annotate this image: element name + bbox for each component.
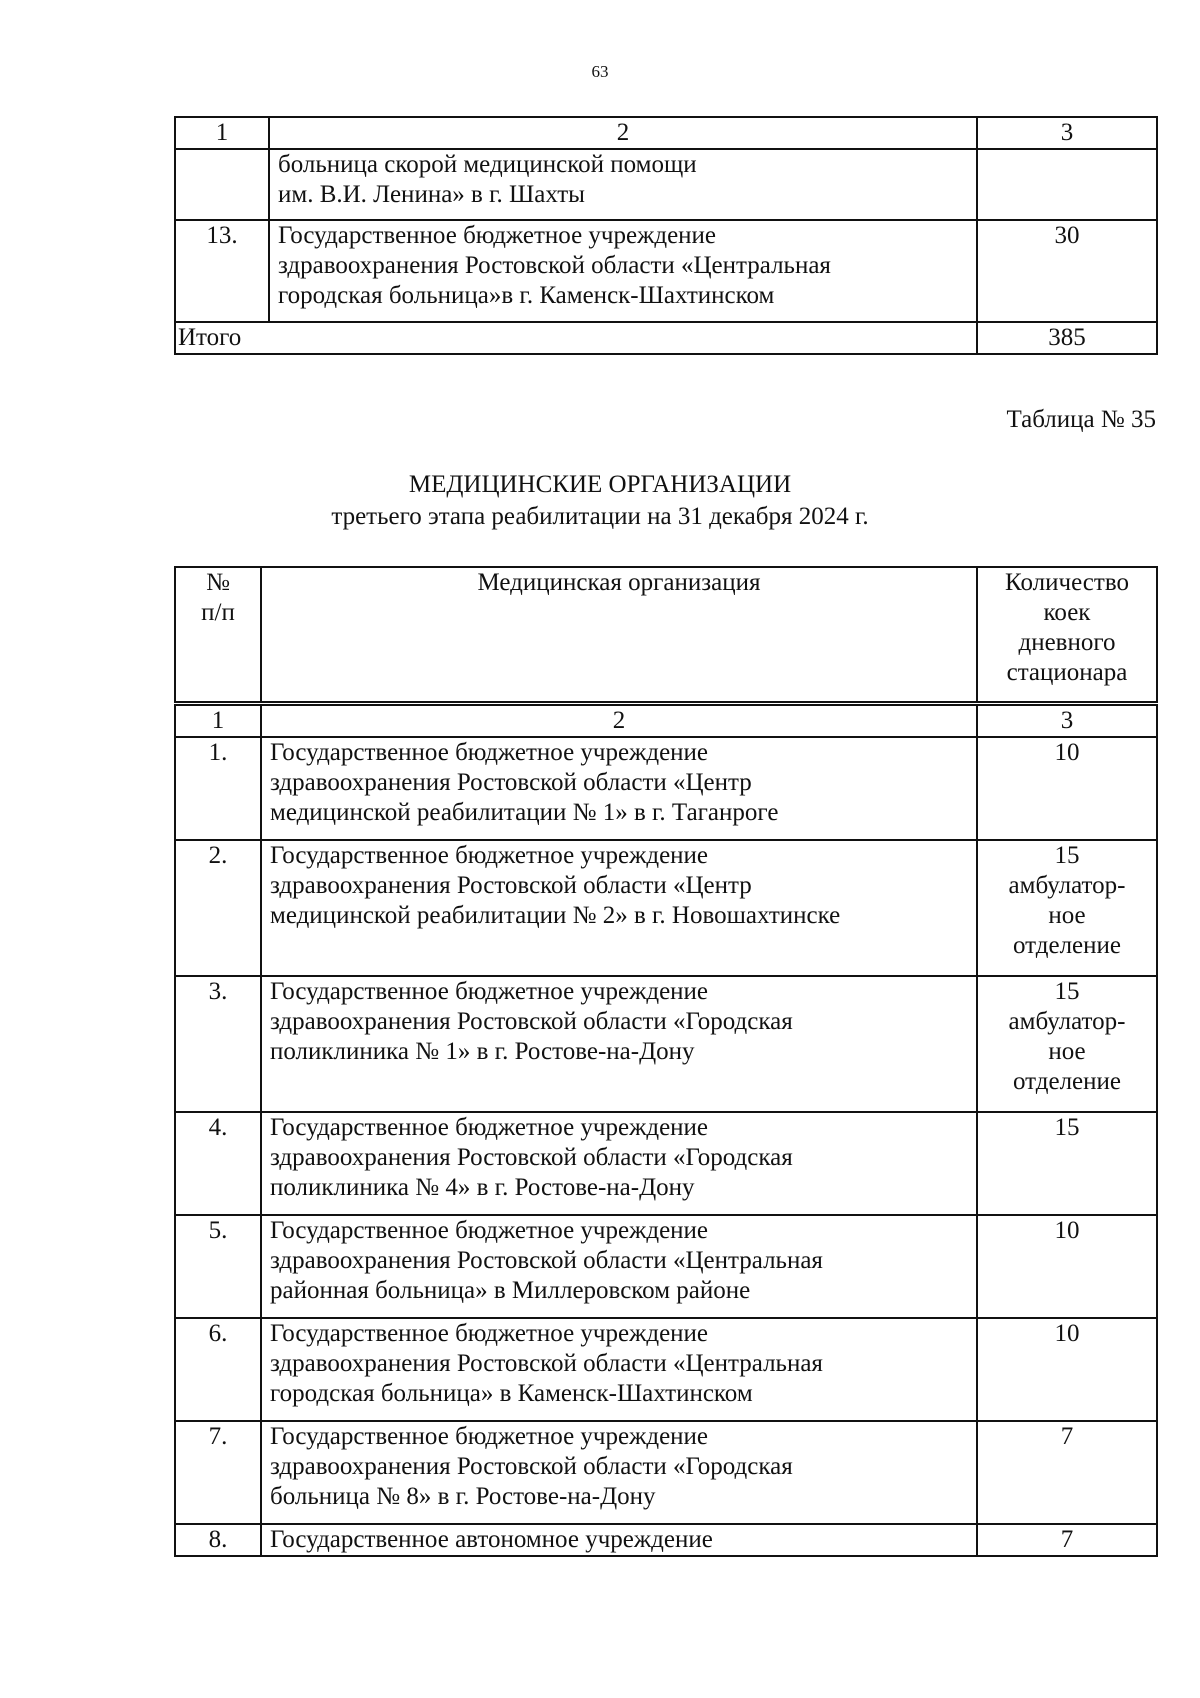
value-line: 10 <box>1054 738 1080 766</box>
col-number: 2 <box>261 703 977 737</box>
text-line: Государственное бюджетное учреждение <box>270 841 709 869</box>
row-number: 2. <box>175 840 261 976</box>
row-number: 5. <box>175 1215 261 1318</box>
bed-count <box>977 1215 1157 1318</box>
value-line: 15 <box>1054 841 1080 869</box>
table-header-row <box>175 567 1157 703</box>
text-line: здравоохранения Ростовской области «Центральная <box>270 1246 823 1274</box>
text-line: городская больница» в Каменск-Шахтинском <box>270 1379 753 1407</box>
table-row <box>175 737 1157 840</box>
text-line: здравоохранения Ростовской области «Центр <box>270 768 752 796</box>
header-number <box>175 567 261 703</box>
bed-count: 30 <box>977 220 1157 322</box>
header-organization: Медицинская организация <box>261 567 977 703</box>
text-line: медицинской реабилитации № 2» в г. Новошахтинске <box>270 901 841 929</box>
row-number: 1. <box>175 737 261 840</box>
header-line: № <box>206 569 230 596</box>
organization-name <box>261 1215 977 1318</box>
page-number: 63 <box>591 62 609 81</box>
text-line: Государственное бюджетное учреждение <box>270 977 709 1005</box>
row-number: 3. <box>175 976 261 1112</box>
row-number: 13. <box>175 220 269 322</box>
value-line: ное <box>1048 901 1086 929</box>
header-line: дневного <box>1018 629 1116 656</box>
page-subtitle: третьего этапа реабилитации на 31 декабря 2024 г. <box>331 503 869 530</box>
bed-count <box>977 1524 1157 1556</box>
text-line: поликлиника № 1» в г. Ростове-на-Дону <box>270 1037 695 1065</box>
header-line: стационара <box>1006 659 1128 686</box>
table-row <box>175 220 1157 322</box>
organization-name <box>261 976 977 1112</box>
organization-name <box>261 1421 977 1524</box>
col-number: 1 <box>175 117 269 149</box>
row-number <box>175 149 269 220</box>
table-row <box>175 840 1157 976</box>
row-number: 6. <box>175 1318 261 1421</box>
organization-name <box>261 1112 977 1215</box>
page-title: МЕДИЦИНСКИЕ ОРГАНИЗАЦИИ <box>408 471 792 498</box>
table-row <box>175 149 1157 220</box>
table-row <box>175 1524 1157 1556</box>
organizations-table <box>174 566 1158 1557</box>
text-line: Государственное бюджетное учреждение <box>270 1319 709 1347</box>
total-label: Итого <box>175 322 977 354</box>
text-line: Государственное автономное учреждение <box>270 1525 713 1553</box>
value-line: амбулатор- <box>1008 871 1126 899</box>
col-number: 3 <box>977 117 1157 149</box>
text-line: Государственное бюджетное учреждение <box>270 1216 709 1244</box>
organization-name <box>261 737 977 840</box>
bed-count <box>977 976 1157 1112</box>
table-row <box>175 976 1157 1112</box>
text-line: районная больница» в Миллеровском районе <box>270 1276 751 1304</box>
col-number: 3 <box>977 703 1157 737</box>
text-line: медицинской реабилитации № 1» в г. Таганроге <box>270 798 779 826</box>
header-bed-count <box>977 567 1157 703</box>
text-line: Государственное бюджетное учреждение <box>278 222 717 249</box>
header-line: коек <box>1043 599 1091 626</box>
bed-count <box>977 737 1157 840</box>
value-line: 15 <box>1054 977 1080 1005</box>
text-line: здравоохранения Ростовской области «Городская <box>270 1452 793 1480</box>
table-row <box>175 1215 1157 1318</box>
value-line: 10 <box>1054 1319 1080 1347</box>
organization-name <box>261 1524 977 1556</box>
total-row <box>175 322 1157 354</box>
col-number: 2 <box>269 117 977 149</box>
value-line: амбулатор- <box>1008 1007 1126 1035</box>
organization-name <box>269 220 977 322</box>
value-line: 7 <box>1060 1422 1074 1450</box>
header-line: Количество <box>1005 569 1129 596</box>
bed-count <box>977 1421 1157 1524</box>
text-line: больница скорой медицинской помощи <box>278 151 697 178</box>
table-number: Таблица № 35 <box>1006 406 1156 433</box>
text-line: здравоохранения Ростовской области «Центр <box>270 871 752 899</box>
table-row <box>175 1318 1157 1421</box>
row-number: 7. <box>175 1421 261 1524</box>
row-number: 4. <box>175 1112 261 1215</box>
bed-count <box>977 1318 1157 1421</box>
bed-count <box>977 149 1157 220</box>
value-line: ное <box>1048 1037 1086 1065</box>
col-number: 1 <box>175 703 261 737</box>
text-line: здравоохранения Ростовской области «Городская <box>270 1143 793 1171</box>
previous-table <box>174 116 1158 355</box>
text-line: здравоохранения Ростовской области «Городская <box>270 1007 793 1035</box>
organization-name <box>261 1318 977 1421</box>
row-number: 8. <box>175 1524 261 1556</box>
table-header-row <box>175 117 1157 149</box>
value-line: 7 <box>1060 1525 1074 1553</box>
bed-count <box>977 1112 1157 1215</box>
text-line: Государственное бюджетное учреждение <box>270 738 709 766</box>
value-line: 15 <box>1054 1113 1080 1141</box>
header-line: п/п <box>201 599 235 626</box>
value-line: отделение <box>1012 931 1121 959</box>
text-line: городская больница»в г. Каменск-Шахтинском <box>278 282 775 309</box>
text-line: больница № 8» в г. Ростове-на-Дону <box>270 1482 656 1510</box>
table-row <box>175 1421 1157 1524</box>
text-line: здравоохранения Ростовской области «Центральная <box>278 252 831 279</box>
text-line: здравоохранения Ростовской области «Центральная <box>270 1349 823 1377</box>
text-line: Государственное бюджетное учреждение <box>270 1422 709 1450</box>
text-line: им. В.И. Ленина» в г. Шахты <box>278 181 585 208</box>
table-row <box>175 1112 1157 1215</box>
text-line: Государственное бюджетное учреждение <box>270 1113 709 1141</box>
organization-name <box>269 149 977 220</box>
bed-count <box>977 840 1157 976</box>
column-numbers-row <box>175 703 1157 737</box>
total-value: 385 <box>977 322 1157 354</box>
value-line: отделение <box>1012 1067 1121 1095</box>
text-line: поликлиника № 4» в г. Ростове-на-Дону <box>270 1173 695 1201</box>
value-line: 10 <box>1054 1216 1080 1244</box>
organization-name <box>261 840 977 976</box>
